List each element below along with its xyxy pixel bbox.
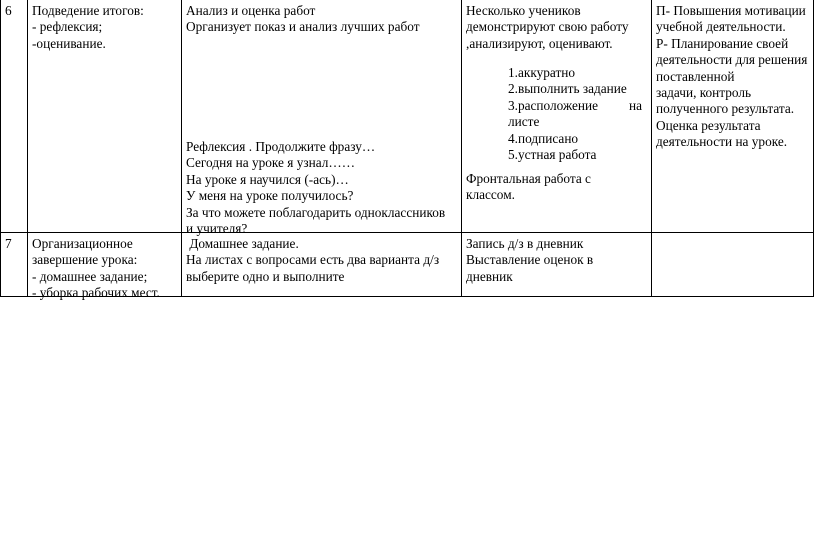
outcome-line: учебной деятельности. xyxy=(656,19,786,35)
row7-stage-cell xyxy=(28,233,181,302)
criteria-item: листе xyxy=(508,114,540,130)
outcome-line: Оценка результата xyxy=(656,117,761,133)
students-line: Выставление оценок в xyxy=(466,252,594,268)
row-number: 7 xyxy=(5,236,12,251)
table-border-left xyxy=(0,0,1,297)
teacher-line: На листах с вопросами есть два варианта д/з xyxy=(186,252,440,268)
stage-line: - уборка рабочих мест. xyxy=(32,285,160,301)
outcome-line: П- Повышения мотивации xyxy=(656,3,806,18)
criteria-item: 1.аккуратно xyxy=(508,65,576,80)
students-line: Несколько учеников xyxy=(466,3,581,18)
row7-teacher-cell xyxy=(182,233,461,285)
teacher-line: Домашнее задание. xyxy=(186,236,299,251)
students-line: классом. xyxy=(466,187,515,203)
row6-criteria-list xyxy=(504,62,642,163)
reflection-line: У меня на уроке получилось? xyxy=(186,188,354,204)
outcome-line: деятельности на уроке. xyxy=(656,134,788,150)
row6-students-footer xyxy=(462,168,651,204)
row6-teacher-reflection xyxy=(182,136,461,237)
row7-students-cell xyxy=(462,233,651,285)
row7-outcomes-cell xyxy=(652,233,813,236)
outcome-line: Р- Планирование своей xyxy=(656,35,789,51)
stage-line: - домашнее задание; xyxy=(32,268,148,284)
reflection-line: и учителя? xyxy=(186,221,248,237)
criteria-item: 5.устная работа xyxy=(508,147,597,163)
outcome-line: деятельности для решения xyxy=(656,52,808,68)
teacher-line: Организует показ и анализ лучших работ xyxy=(186,19,420,35)
reflection-line: На уроке я научился (-ась)… xyxy=(186,171,349,187)
row6-students-intro xyxy=(462,0,651,52)
row6-outcomes-cell xyxy=(652,0,813,151)
stage-line: - рефлексия; xyxy=(32,19,103,35)
row6-teacher-cell-top xyxy=(182,0,461,36)
stage-line: Организационное xyxy=(32,236,133,251)
reflection-line: За что можете поблагодарить одноклассников xyxy=(186,204,446,220)
outcome-line: задачи, контроль xyxy=(656,85,752,101)
stage-line: Подведение итогов: xyxy=(32,3,144,18)
criteria-item: 2.выполнить задание xyxy=(508,81,627,97)
criteria-word: 3.расположение xyxy=(508,97,599,113)
reflection-line: Сегодня на уроке я узнал…… xyxy=(186,155,355,171)
outcome-line: полученного результата. xyxy=(656,101,795,117)
row-number: 6 xyxy=(5,3,12,18)
criteria-item-justified xyxy=(508,98,642,114)
students-line: дневник xyxy=(466,268,513,284)
teacher-line: Анализ и оценка работ xyxy=(186,3,316,18)
students-line: Запись д/з в дневник xyxy=(466,236,584,251)
row7-number-cell xyxy=(1,233,27,252)
row6-stage-cell xyxy=(28,0,181,52)
teacher-line: выберите одно и выполните xyxy=(186,268,345,284)
reflection-line: Рефлексия . Продолжите фразу… xyxy=(186,139,376,154)
stage-line: -оценивание. xyxy=(32,35,106,51)
table-border-right xyxy=(813,0,814,297)
outcome-line: поставленной xyxy=(656,68,735,84)
row6-number-cell xyxy=(1,0,27,19)
students-line: ,анализируют, оценивают. xyxy=(466,35,613,51)
students-line: демонстрируют свою работу xyxy=(466,19,629,35)
stage-line: завершение урока: xyxy=(32,252,138,268)
criteria-item: 4.подписано xyxy=(508,130,579,146)
students-line: Фронтальная работа с xyxy=(466,171,591,186)
criteria-word: на xyxy=(628,97,642,113)
